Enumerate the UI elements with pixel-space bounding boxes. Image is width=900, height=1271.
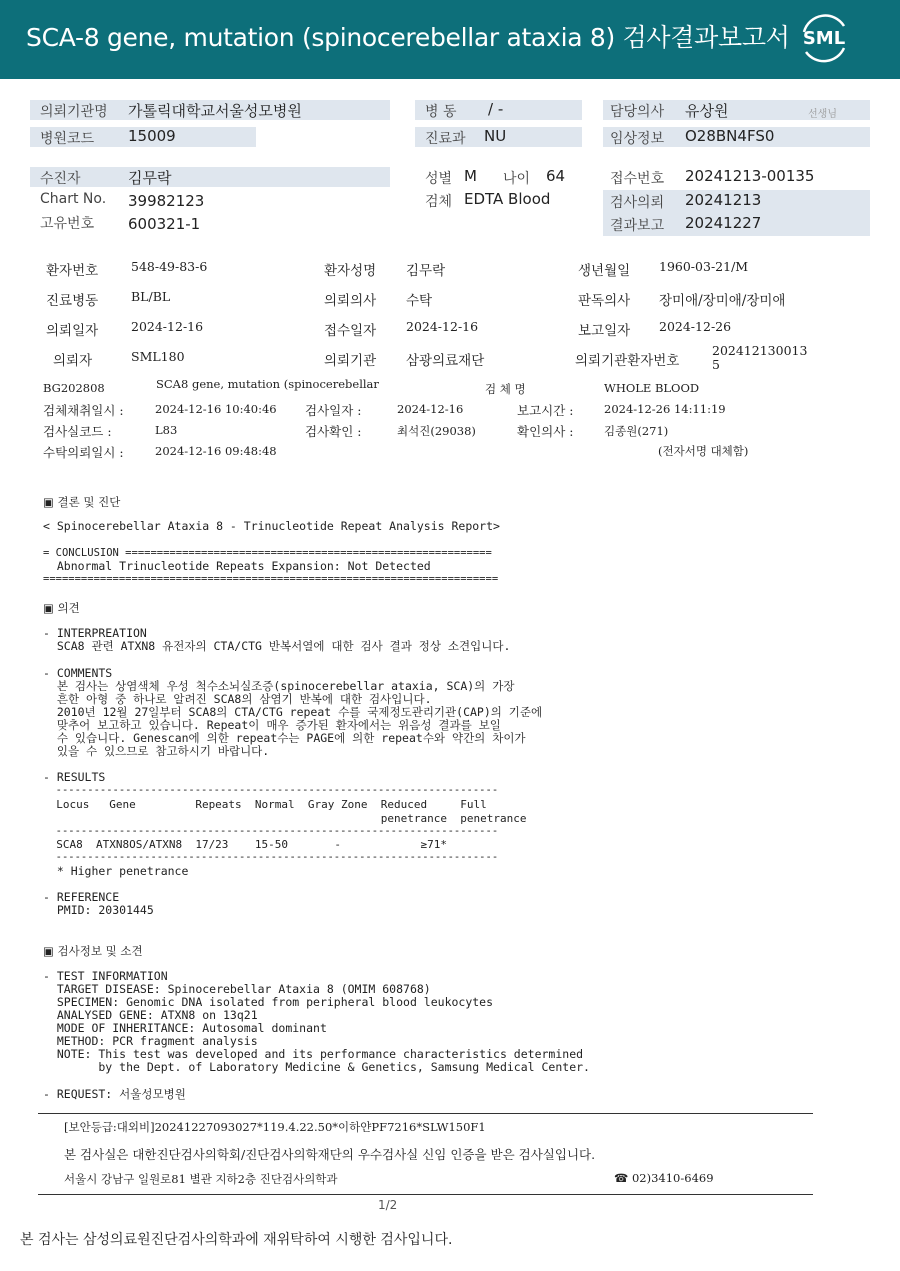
confirm-label: 검사확인 : — [305, 424, 362, 439]
comment-line: 수 있습니다. Genescan에 의한 repeat수는 PAGE에 의한 repeat수와 약간의 차이가 — [43, 731, 526, 745]
doctor-label: 담당의사 — [610, 104, 665, 120]
results-footnote: * Higher penetrance — [43, 864, 189, 878]
req-date: 2024-12-16 — [131, 319, 204, 334]
exam-date: 2024-12-16 — [397, 402, 464, 416]
org-label: 의뢰기관명 — [40, 104, 108, 120]
lab-code: L83 — [155, 423, 178, 437]
section-test-info: ▣ 검사정보 및 소견 — [43, 944, 143, 958]
comments-head: - COMMENTS — [43, 666, 113, 680]
collect-label: 검체채취일시 : — [43, 403, 124, 418]
rep-date-label: 보고일자 — [578, 323, 631, 339]
collect: 2024-12-16 10:40:46 — [155, 402, 277, 416]
sex-label: 성별 — [425, 171, 453, 187]
security-line: [보안등급:대외비]20241227093027*119.4.22.50*이하얀PF7216*SLW150F1 — [64, 1120, 486, 1134]
logo-text: SML — [802, 28, 846, 49]
test-info-line: by the Dept. of Laboratory Medicine & Genetics, Samsung Medical Center. — [43, 1060, 590, 1074]
request-line: - REQUEST: 서울성모병원 — [43, 1087, 186, 1101]
age-label: 나이 — [503, 171, 531, 187]
phone-line: ☎ 02)3410-6469 — [614, 1171, 714, 1185]
test-info-line: SPECIMEN: Genomic DNA isolated from peripheral blood leukocytes — [43, 995, 494, 1009]
address-line: 서울시 강남구 일원로81 별관 지하2층 진단검사의학과 — [64, 1172, 338, 1186]
request-label: 검사의뢰 — [610, 195, 665, 211]
comment-line: 있을 수 있으므로 참고하시기 바랍니다. — [43, 744, 270, 758]
report-title-line: < Spinocerebellar Ataxia 8 - Trinucleotide Repeat Analysis Report> — [43, 519, 500, 533]
hosp-code-value: 15009 — [128, 127, 176, 145]
specimen-value: EDTA Blood — [464, 190, 551, 208]
ward2-label: 진료병동 — [46, 293, 99, 309]
approve: 김종원(271) — [604, 424, 669, 438]
ward-value: / - — [488, 100, 504, 118]
cert-line: 본 검사실은 대한진단검사의학회/진단검사의학재단의 우수검사실 신임 인증을 받은 검사실입니다. — [64, 1147, 596, 1162]
receipt-label: 접수번호 — [610, 171, 665, 187]
uid-value: 600321-1 — [128, 215, 201, 233]
confirm: 최석진(29038) — [397, 424, 476, 438]
test-info-line: TARGET DISEASE: Spinocerebellar Ataxia 8 (OMIM 608768) — [43, 982, 431, 996]
test-info-line: MODE OF INHERITANCE: Autosomal dominant — [43, 1021, 327, 1035]
dob: 1960-03-21/M — [659, 259, 749, 274]
rep-date: 2024-12-26 — [659, 319, 732, 334]
results-head: - RESULTS — [43, 770, 106, 784]
report-value: 20241227 — [685, 214, 762, 232]
org-value: 가톨릭대학교서울성모병원 — [128, 102, 302, 120]
request-value: 20241213 — [685, 191, 762, 209]
page-number: 1/2 — [378, 1198, 398, 1212]
requester-label: 의뢰자 — [53, 353, 93, 369]
clinical-value: O28BN4FS0 — [685, 127, 775, 145]
results-row: SCA8 ATXN8OS/ATXN8 17/23 15-50 - ≥71* — [43, 838, 447, 851]
req-org: 삼광의료재단 — [406, 353, 485, 369]
req-org-pid-label: 의뢰기관환자번호 — [575, 353, 680, 369]
lab-code-label: 검사실코드 : — [43, 424, 112, 439]
esign-note: (전자서명 대체함) — [658, 444, 749, 458]
name: 김무락 — [406, 263, 446, 279]
test-info-head: - TEST INFORMATION — [43, 969, 168, 983]
dept-label: 진료과 — [425, 131, 466, 147]
reference-text: PMID: 20301445 — [43, 903, 154, 917]
chart-value: 39982123 — [128, 192, 205, 210]
read-doc: 장미애/장미애/장미애 — [659, 293, 786, 309]
results-rule-bottom: ---------------------------------------------------------------------- — [43, 851, 499, 863]
req-org-label: 의뢰기관 — [324, 353, 377, 369]
report-time-label: 보고시간 : — [517, 403, 574, 418]
footer-top-rule — [38, 1113, 813, 1114]
section-opinion: ▣ 의견 — [43, 601, 80, 615]
conclusion-end: ======================================================================== — [43, 573, 499, 585]
test-info-line: METHOD: PCR fragment analysis — [43, 1034, 258, 1048]
clinical-label: 임상정보 — [610, 131, 665, 147]
interp-head: - INTERPREATION — [43, 626, 147, 640]
rcv-date: 2024-12-16 — [406, 319, 479, 334]
conclusion-line: = CONCLUSION ========================================================== — [43, 547, 492, 559]
specimen-name: WHOLE BLOOD — [604, 381, 700, 395]
accept: 2024-12-16 09:48:48 — [155, 444, 277, 458]
requester: SML180 — [131, 349, 185, 364]
req-org-pid-1: 202412130013 — [712, 343, 808, 358]
req-doc-label: 의뢰의사 — [324, 293, 377, 309]
chart-label: Chart No. — [40, 191, 107, 207]
comment-line: 맞추어 보고하고 있습니다. Repeat이 매우 증가된 환자에서는 위음성 결과를 보일 — [43, 718, 501, 732]
ward-label: 병 동 — [425, 104, 457, 120]
ward2: BL/BL — [131, 289, 171, 304]
sml-logo — [796, 12, 852, 66]
reference-head: - REFERENCE — [43, 890, 120, 904]
req-org-pid-2: 5 — [712, 357, 720, 372]
approve-label: 확인의사 : — [517, 424, 574, 439]
dept-value: NU — [484, 127, 507, 145]
read-doc-label: 판독의사 — [578, 293, 631, 309]
specimen-name-label: 검 체 명 — [485, 382, 526, 396]
results-header-1: Locus Gene Repeats Normal Gray Zone Reduced Full — [43, 798, 487, 811]
test-info-line: ANALYSED GENE: ATXN8 on 13q21 — [43, 1008, 258, 1022]
req-doc: 수탁 — [406, 293, 433, 309]
report-header — [0, 0, 900, 79]
rcv-date-label: 접수일자 — [324, 323, 377, 339]
exam-date-label: 검사일자 : — [305, 403, 362, 418]
conclusion-text: Abnormal Trinucleotide Repeats Expansion: Not Detected — [43, 559, 431, 573]
name-label: 환자성명 — [324, 263, 377, 279]
outsourcing-note: 본 검사는 삼성의료원진단검사의학과에 재위탁하여 시행한 검사입니다. — [20, 1232, 453, 1248]
comment-line: 본 검사는 상염색체 우성 척수소뇌실조증(spinocerebellar ataxia, SCA)의 가장 — [43, 679, 515, 693]
report-time: 2024-12-26 14:11:19 — [604, 402, 726, 416]
reg-no-label: 환자번호 — [46, 263, 99, 279]
patient-box — [30, 167, 390, 187]
comment-line: 흔한 아형 중 하나로 알려진 SCA8의 삼염기 반복에 대한 검사입니다. — [43, 692, 432, 706]
doctor-suffix: 선생님 — [808, 109, 837, 120]
test-code: BG202808 — [43, 381, 105, 395]
results-rule-mid: ---------------------------------------------------------------------- — [43, 825, 499, 837]
doctor-value: 유상원 — [685, 102, 729, 120]
sex-value: M — [464, 167, 477, 185]
report-label: 결과보고 — [610, 218, 665, 234]
req-date-label: 의뢰일자 — [46, 323, 99, 339]
test-name: SCA8 gene, mutation (spinocerebellar — [156, 377, 379, 391]
dob-label: 생년월일 — [578, 263, 631, 279]
accept-label: 수탁의뢰일시 : — [43, 445, 124, 460]
section-conclusion: ▣ 결론 및 진단 — [43, 495, 121, 509]
hosp-code-label: 병원코드 — [40, 131, 95, 147]
results-rule-top: ---------------------------------------------------------------------- — [43, 784, 499, 796]
uid-label: 고유번호 — [40, 216, 95, 232]
results-header-2: penetrance penetrance — [43, 812, 527, 825]
test-info-line: NOTE: This test was developed and its performance characteristics determined — [43, 1047, 584, 1061]
patient-label: 수진자 — [40, 171, 81, 187]
report-title: SCA-8 gene, mutation (spinocerebellar ataxia 8) 검사결과보고서 — [26, 23, 790, 52]
age-value: 64 — [546, 167, 566, 185]
reg-no: 548-49-83-6 — [131, 259, 208, 274]
comment-line: 2010년 12월 27일부터 SCA8의 CTA/CTG repeat 수를 국제정도관리기관(CAP)의 기준에 — [43, 705, 543, 719]
receipt-value: 20241213-00135 — [685, 167, 815, 185]
patient-value: 김무락 — [128, 169, 172, 187]
footer-bottom-rule — [38, 1194, 813, 1195]
specimen-label: 검체 — [425, 194, 453, 210]
interp-text: SCA8 관련 ATXN8 유전자의 CTA/CTG 반복서열에 대한 검사 결과 정상 소견입니다. — [43, 639, 511, 653]
